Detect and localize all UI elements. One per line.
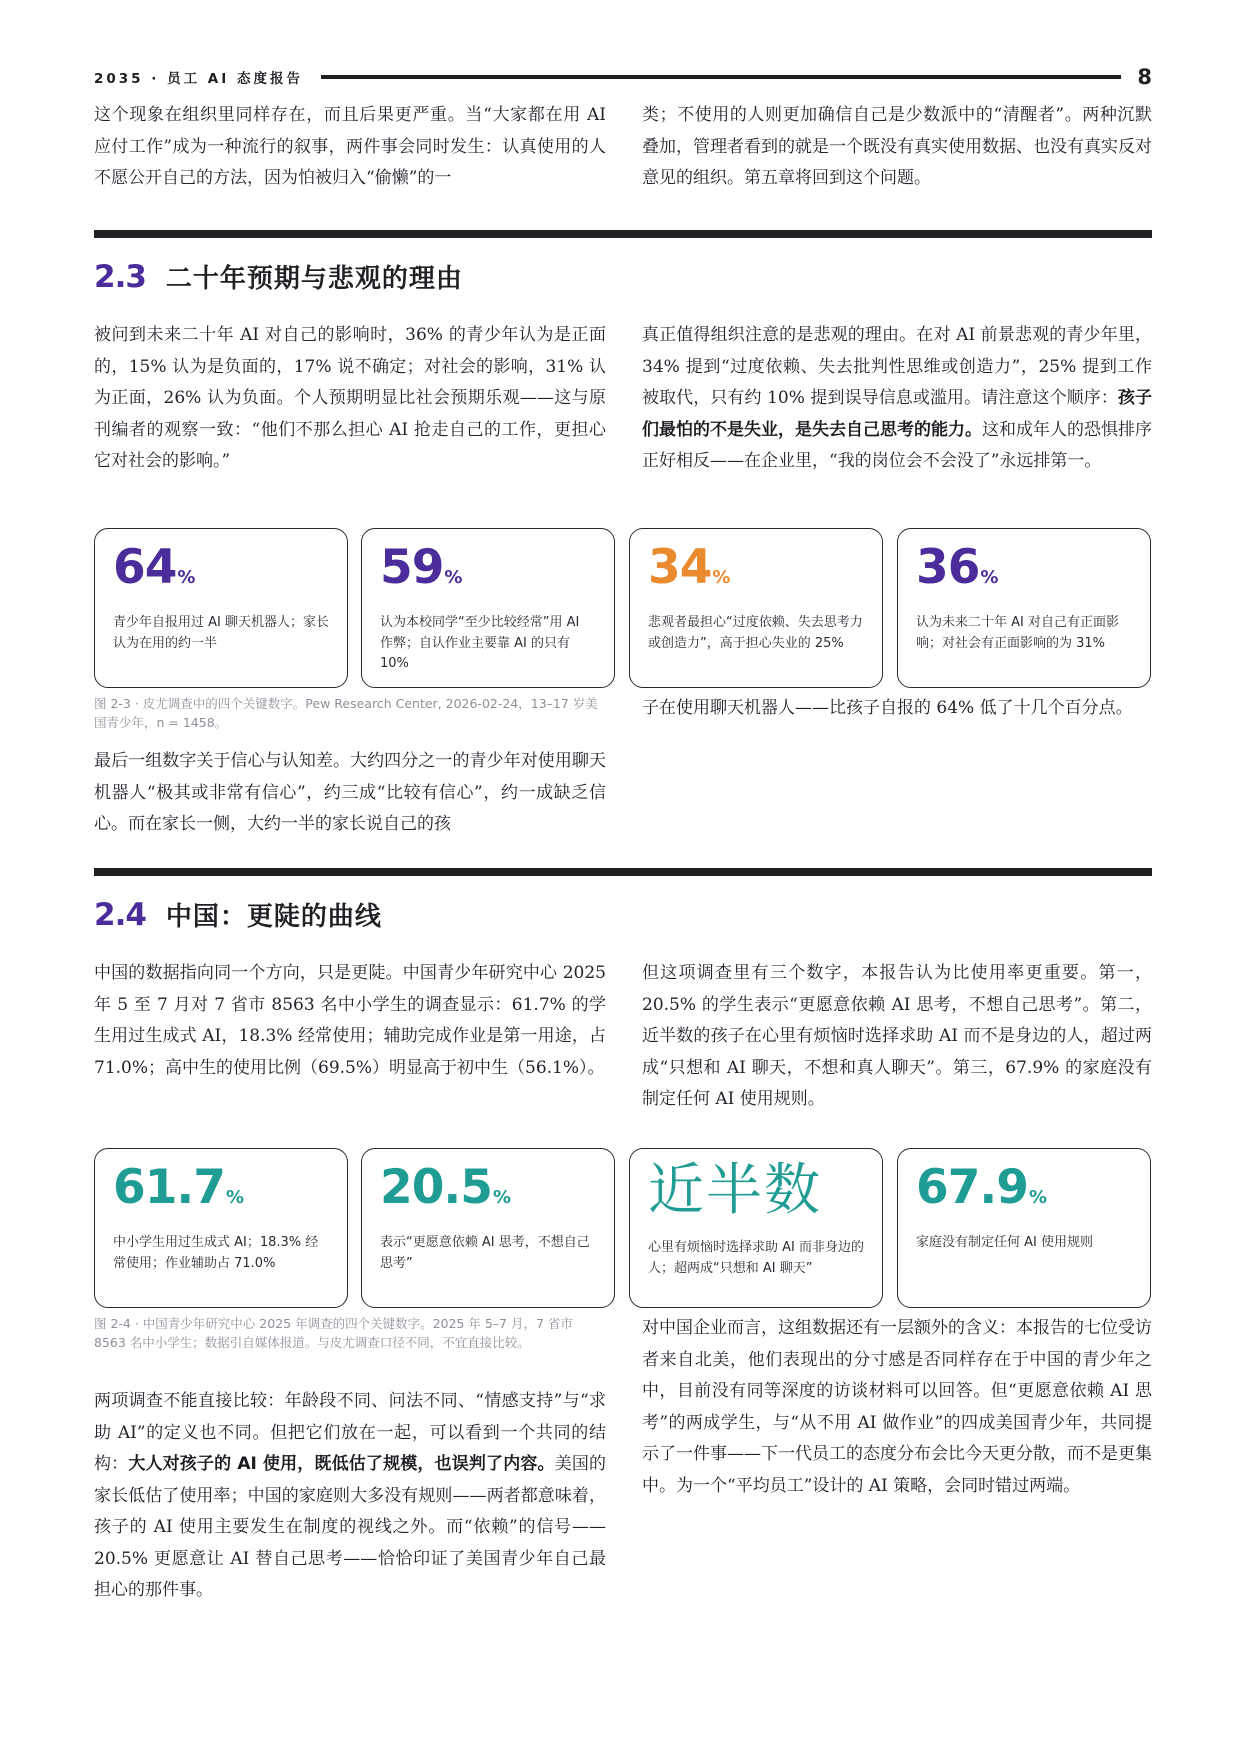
- stat-card: [629, 528, 883, 688]
- stat-card: [897, 1148, 1151, 1308]
- stat-value: 67.9%: [916, 1160, 1048, 1215]
- stat-value: 59%: [380, 540, 463, 595]
- section-heading-2-3: [94, 258, 463, 295]
- section-2-3-paragraph-right: 真正值得组织注意的是悲观的理由。在对 AI 前景悲观的青少年里，34% 提到“过度依赖、失去批判性思维或创造力”，25% 提到工作被取代，只有约 10% 提到误导信息或滥用。请注意这个顺序：孩子们最怕的不是失业，是失去自己思考的能力。这和成年人的恐惧排序正好相反——在企业里，“我的岗位会不会没了”永远排第一。: [642, 325, 1153, 471]
- stat-card: [361, 528, 615, 688]
- running-header: [94, 64, 1152, 90]
- section-title: 二十年预期与悲观的理由: [165, 264, 463, 294]
- stat-description: 表示“更愿意依赖 AI 思考，不想自己思考”: [380, 1235, 590, 1271]
- section-2-4-after-right: 对中国企业而言，这组数据还有一层额外的含义：本报告的七位受访者来自北美，他们表现出的分寸感是否同样存在于中国的青少年之中，目前没有同等深度的访谈材料可以回答。但“更愿意依赖 AI 思考”的两成学生，与“从不用 AI 做作业”的四成美国青少年，共同提示了一件事——下一代员工的态度分布会比今天更分散，而不是更集中。为一个“平均员工”设计的 AI 策略，会同时错过两端。: [642, 1318, 1152, 1496]
- stat-card: [897, 528, 1151, 688]
- section-2-3-after-left: 最后一组数字关于信心与认知差。大约四分之一的青少年对使用聊天机器人“极其或非常有信心”，约三成“比较有信心”，约一成缺乏信心。而在家长一侧，大约一半的家长说自己的孩: [94, 751, 606, 834]
- intro-paragraph-left: 这个现象在组织里同样存在，而且后果更严重。当“大家都在用 AI 应付工作”成为一种流行的叙事，两件事会同时发生：认真使用的人不愿公开自己的方法，因为怕被归入“偷懒”的一: [94, 105, 606, 188]
- section-number: 2.3: [94, 259, 146, 295]
- stat-description: 认为未来二十年 AI 对自己有正面影响；对社会有正面影响的为 31%: [916, 615, 1119, 651]
- section-2-3-after-right: 子在使用聊天机器人——比孩子自报的 64% 低了十几个百分点。: [642, 698, 1133, 718]
- stat-description: 心里有烦恼时选择求助 AI 而非身边的人；超两成“只想和 AI 聊天”: [648, 1240, 864, 1276]
- stat-value: 20.5%: [380, 1160, 512, 1215]
- figure-caption-2-4: 图 2-4 · 中国青少年研究中心 2025 年调查的四个关键数字。2025 年 5–7 月，7 省市 8563 名中小学生；数据引自媒体报道。与皮尤调查口径不同，不宜直接比较。: [94, 1316, 573, 1350]
- stat-card: [361, 1148, 615, 1308]
- stat-description: 悲观者最担心“过度依赖、失去思考力或创造力”，高于担心失业的 25%: [648, 615, 863, 651]
- stat-card: [94, 528, 348, 688]
- stat-value: 36%: [916, 540, 999, 595]
- section-number: 2.4: [94, 897, 146, 933]
- stat-description: 家庭没有制定任何 AI 使用规则: [916, 1235, 1093, 1250]
- stat-card: [94, 1148, 348, 1308]
- figure-caption-2-3: 图 2-3 · 皮尤调查中的四个关键数字。Pew Research Center, 2026-02-24，13–17 岁美国青少年，n = 1458。: [94, 696, 598, 730]
- header-rule: [321, 75, 1121, 79]
- stat-description: 中小学生用过生成式 AI；18.3% 经常使用；作业辅助占 71.0%: [113, 1235, 319, 1271]
- stat-description: 认为本校同学“至少比较经常”用 AI 作弊；自认作业主要靠 AI 的只有 10%: [380, 615, 580, 671]
- stat-value: 34%: [648, 540, 731, 595]
- section-2-4-paragraph-right: 但这项调查里有三个数字，本报告认为比使用率更重要。第一，20.5% 的学生表示“更愿意依赖 AI 思考，不想自己思考”。第二，近半数的孩子在心里有烦恼时选择求助 AI 而不是身边的人，超过两成“只想和 AI 聊天，不想和真人聊天”。第三，67.9% 的家庭没有制定任何 AI 使用规则。: [642, 963, 1152, 1109]
- stat-value: 近半数: [648, 1158, 822, 1223]
- section-heading-2-4: [94, 896, 382, 933]
- emphasis-text: 大人对孩子的 AI 使用，既低估了规模，也误判了内容。: [128, 1454, 555, 1474]
- stat-card: [629, 1148, 883, 1308]
- section-rule-2-3: [94, 230, 1152, 238]
- emphasis-text: 孩子们最怕的不是失业，是失去自己思考的能力。: [642, 388, 1153, 440]
- stat-value: 64%: [113, 540, 196, 595]
- stat-value: 61.7%: [113, 1160, 245, 1215]
- running-title: 2035 · 员工 AI 态度报告: [94, 71, 303, 87]
- page-number: 8: [1137, 65, 1152, 89]
- section-2-3-paragraph-left: 被问到未来二十年 AI 对自己的影响时，36% 的青少年认为是正面的，15% 认为是负面的，17% 说不确定；对社会的影响，31% 认为正面，26% 认为负面。个人预期明显比社会预期乐观——这与原刊编者的观察一致：“他们不那么担心 AI 抢走自己的工作，更担心它对社会的影响。”: [94, 325, 606, 471]
- section-title: 中国：更陡的曲线: [165, 902, 382, 932]
- intro-paragraph-right: 类；不使用的人则更加确信自己是少数派中的“清醒者”。两种沉默叠加，管理者看到的就是一个既没有真实使用数据、也没有真实反对意见的组织。第五章将回到这个问题。: [642, 105, 1152, 188]
- section-2-4-paragraph-left: 中国的数据指向同一个方向，只是更陡。中国青少年研究中心 2025 年 5 至 7 月对 7 省市 8563 名中小学生的调查显示：61.7% 的学生用过生成式 AI，18.3% 经常使用；辅助完成作业是第一用途，占 71.0%；高中生的使用比例（69.5%）明显高于初中生（56.1%）。: [94, 963, 606, 1078]
- section-rule-2-4: [94, 868, 1152, 876]
- section-2-4-after-left: 两项调查不能直接比较：年龄段不同、问法不同、“情感支持”与“求助 AI”的定义也不同。但把它们放在一起，可以看到一个共同的结构：大人对孩子的 AI 使用，既低估了规模，也误判了内容。美国的家长低估了使用率；中国的家庭则大多没有规则——两者都意味着，孩子的 AI 使用主要发生在制度的视线之外。而“依赖”的信号——20.5% 更愿意让 AI 替自己思考——恰恰印证了美国青少年自己最担心的那件事。: [94, 1391, 607, 1600]
- stat-description: 青少年自报用过 AI 聊天机器人；家长认为在用的约一半: [113, 615, 329, 651]
